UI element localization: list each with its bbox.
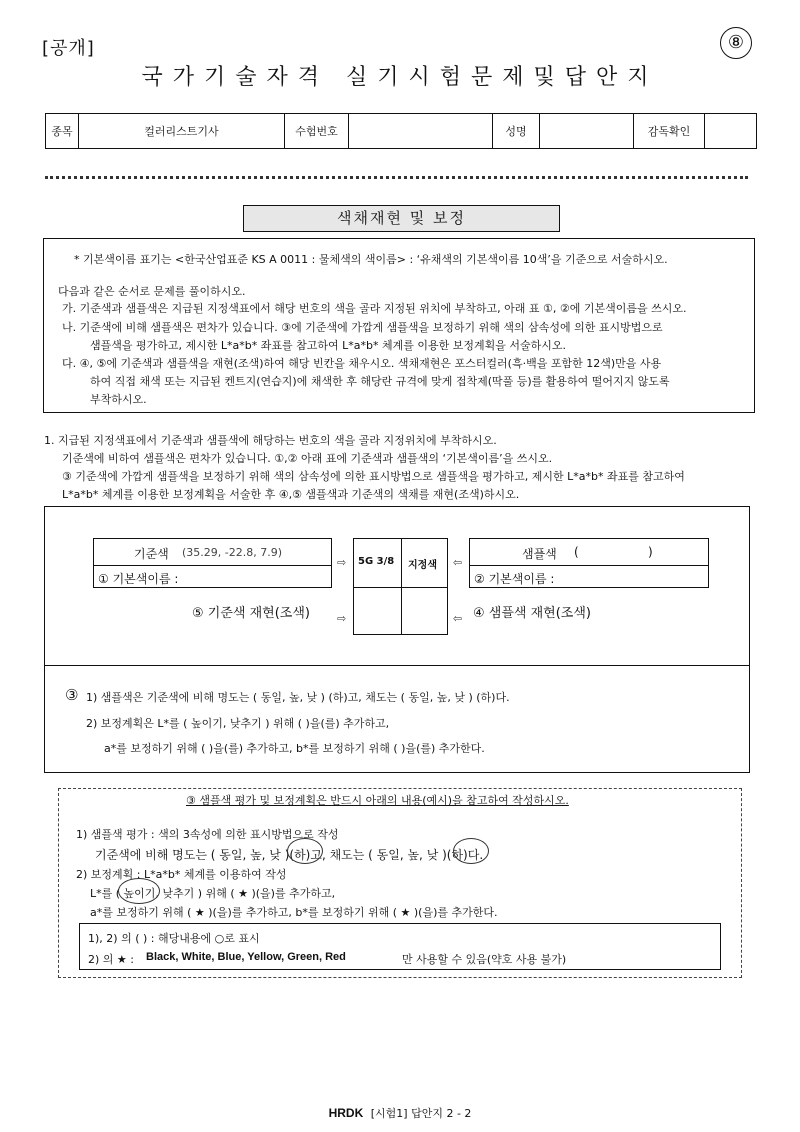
field-value: 컬러리스트기사 <box>79 114 285 149</box>
instruction-da-3: 부착하시오. <box>90 393 147 406</box>
standard-color-coords: (35.29, -22.8, 7.9) <box>182 546 283 559</box>
sample-reproduce-label: ④ 샘플색 재현(조색) <box>473 606 591 621</box>
instruction-da-2: 하여 직접 채색 또는 지급된 켄트지(연습지)에 채색한 후 해당란 규격에 맞게 접착제(딱풀 등)를 활용하여 떨어지지 않도록 <box>90 375 670 388</box>
note-rule-1: 1), 2) 의 ( ) : 해당내용에 ○로 표시 <box>88 932 260 945</box>
instruction-na-1: 나. 기준색에 비해 샘플색은 편차가 있습니다. ③에 기준색에 가깝게 샘플색을 보정하기 위해 색의 삼속성에 의한 표시방법으로 <box>62 321 663 334</box>
sample-color-panel <box>469 538 709 588</box>
note-line-4: L*를 ( 높이기, 낮추기 ) 위해 ( ★ )(을)를 추가하고, <box>90 887 336 900</box>
note-rule-2-colors: Black, White, Blue, Yellow, Green, Red <box>146 951 346 963</box>
sample-number-field[interactable] <box>584 542 644 562</box>
standard-color-label: 기준색 <box>134 547 169 561</box>
page-footer <box>0 1105 800 1121</box>
sample-paren-open: ( <box>574 545 579 559</box>
supervisor-label: 감독확인 <box>634 114 705 149</box>
note-rules-box <box>79 923 721 970</box>
munsell-code: 5G 3/8 <box>358 556 395 567</box>
public-tag: [공개] <box>42 38 95 59</box>
note-rule-2-prefix: 2) 의 ★ : <box>88 953 134 966</box>
example-circle-mark <box>118 878 160 904</box>
note-line-2: 기준색에 비해 명도는 ( 동일, 높, 낮 )(하)고, 채도는 ( 동일, 높, 낮 )(하)다. <box>95 848 484 862</box>
standard-basic-name-label: ① 기본색이름 : <box>98 572 179 586</box>
q3-circle-number: ③ <box>65 686 79 704</box>
instruction-na-2: 샘플색을 평가하고, 제시한 L*a*b* 좌표를 참고하여 L*a*b* 체계를 이용한 보정계획을 서술하시오. <box>90 339 566 352</box>
page-title: 국가기술자격 실기시험문제및답안지 <box>141 65 659 90</box>
field-label: 종목 <box>46 114 79 149</box>
center-color-grid <box>353 538 448 635</box>
section-title: 색채재현 및 보정 <box>243 205 560 232</box>
question-line-2: 기준색에 비하여 샘플색은 편차가 있습니다. ①,② 아래 표에 기준색과 샘플색의 ‘기본색이름’을 쓰시오. <box>62 452 553 465</box>
q3-answer-line-3: a*를 보정하기 위해 ( )을(를) 추가하고, b*를 보정하기 위해 ( )을(를) 추가한다. <box>104 742 485 755</box>
instructions-box <box>43 238 755 413</box>
note-line-5: a*를 보정하기 위해 ( ★ )(을)를 추가하고, b*를 보정하기 위해 ( ★ )(을)를 추가한다. <box>90 906 498 919</box>
page-number-badge: ⑧ <box>720 27 752 59</box>
arrow-left-icon: ⇦ <box>453 612 463 625</box>
instruction-ga: 가. 기준색과 샘플색은 지급된 지정색표에서 해당 번호의 색을 골라 지정된 위치에 부착하고, 아래 표 ①, ②에 기본색이름을 쓰시오. <box>62 302 687 315</box>
question-line-1: 1. 지급된 지정색표에서 기준색과 샘플색에 해당하는 번호의 색을 골라 지정위치에 부착하시오. <box>44 434 497 447</box>
standard-reproduce-slot[interactable] <box>355 589 399 633</box>
arrow-right-icon: ⇨ <box>337 612 347 625</box>
note-title: ③ 샘플색 평가 및 보정계획은 반드시 아래의 내용(예시)을 참고하여 작성하시오. <box>186 794 569 807</box>
question-line-4: L*a*b* 체계를 이용한 보정계획을 서술한 후 ④,⑤ 샘플색과 기준색의 색채를 재현(조색)하시오. <box>62 488 520 501</box>
answer-divider <box>44 665 750 666</box>
standard-color-panel <box>93 538 332 588</box>
sample-color-label: 샘플색 <box>522 547 557 561</box>
supervisor-field[interactable] <box>705 114 757 149</box>
arrow-left-icon: ⇦ <box>453 556 463 569</box>
q3-answer-line-2: 2) 보정계획은 L*를 ( 높이기, 낮추기 ) 위해 ( )을(를) 추가하고, <box>86 717 390 730</box>
standard-reproduce-label: ⑤ 기준색 재현(조색) <box>192 606 310 621</box>
exam-info-table <box>45 113 757 149</box>
sample-basic-name-field[interactable] <box>582 567 704 585</box>
instruction-intro: 다음과 같은 순서로 문제를 풀이하시오. <box>58 285 246 298</box>
footer-text: [시험1] 답안지 2 - 2 <box>370 1107 472 1120</box>
name-field[interactable] <box>540 114 634 149</box>
sample-paren-close: ) <box>648 545 653 559</box>
example-circle-mark <box>453 838 489 864</box>
example-circle-mark <box>287 838 323 864</box>
q3-answer-line-1: 1) 샘플색은 기준색에 비해 명도는 ( 동일, 높, 낮 ) (하)고, 채도는 ( 동일, 높, 낮 ) (하)다. <box>86 691 510 704</box>
exam-no-label: 수험번호 <box>285 114 349 149</box>
note-rule-2-suffix: 만 사용할 수 있음(약호 사용 불가) <box>402 953 567 966</box>
instruction-note: * 기본색이름 표기는 <한국산업표준 KS A 0011 : 물체색의 색이름> : ‘유채색의 기본색이름 10색’을 기준으로 서술하시오. <box>74 253 668 266</box>
question-line-3: ③ 기준색에 가깝게 샘플색을 보정하기 위해 색의 삼속성에 의한 표시방법으로 샘플색을 평가하고, 제시한 L*a*b* 좌표를 참고하여 <box>62 470 685 483</box>
instruction-da-1: 다. ④, ⑤에 기준색과 샘플색을 재현(조색)하여 해당 빈칸을 채우시오. 색채재현은 포스터컬러(흑·백을 포함한 12색)만을 사용 <box>62 357 662 370</box>
exam-no-field[interactable] <box>349 114 493 149</box>
hrdk-logo: HRDK <box>328 1106 364 1120</box>
sample-reproduce-slot[interactable] <box>403 589 447 633</box>
note-line-3: 2) 보정계획 : L*a*b* 체계를 이용하여 작성 <box>76 868 287 881</box>
sample-basic-name-label: ② 기본색이름 : <box>474 572 555 586</box>
designated-color-label: 지정색 <box>408 560 437 571</box>
note-line-1: 1) 샘플색 평가 : 색의 3속성에 의한 표시방법으로 작성 <box>76 828 339 841</box>
arrow-right-icon: ⇨ <box>337 556 347 569</box>
name-label: 성명 <box>493 114 540 149</box>
dotted-divider <box>45 176 748 179</box>
standard-basic-name-field[interactable] <box>204 567 328 585</box>
